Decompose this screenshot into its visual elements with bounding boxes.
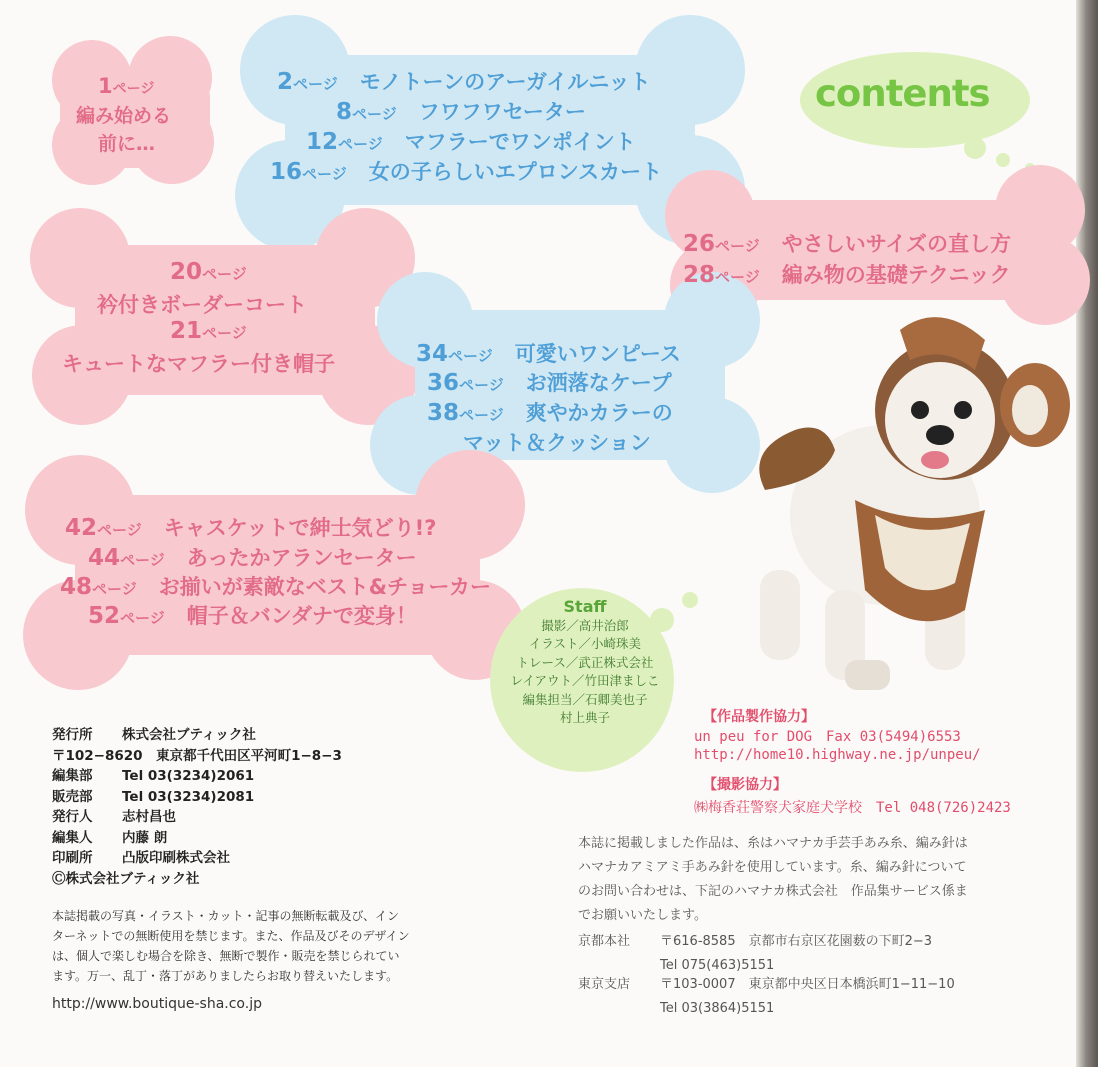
toc-item[interactable]: 8ページ フワフワセーター	[336, 99, 586, 125]
page-number: 42	[65, 515, 98, 541]
publisher-row: 販売部 Tel 03(3234)2081	[52, 788, 255, 805]
staff-line: イラスト／小崎珠美	[528, 636, 642, 651]
toc-item[interactable]: 44ページ あったかアランセーター	[88, 545, 417, 571]
staff-line: レイアウト／竹田津ましこ	[510, 673, 660, 688]
page-number: 44	[88, 545, 121, 571]
toc-item[interactable]: 26ページ やさしいサイズの直し方	[683, 231, 1012, 257]
toc-title: フワフワセーター	[418, 100, 586, 124]
publisher-row: 印刷所 凸版印刷株式会社	[52, 850, 230, 866]
toc-title: 可愛いワンピース	[514, 342, 681, 366]
page-number: 1	[98, 74, 113, 98]
toc-title: 帽子＆バンダナで変身！	[186, 604, 417, 628]
toc-title: 女の子らしいエプロンスカート	[368, 160, 663, 184]
works-collab-line: un peu for DOG Fax 03(5494)6553	[694, 729, 961, 745]
toc-title: 編み物の基礎テクニック	[781, 263, 1011, 287]
toc-intro-line-2: 前に…	[98, 133, 156, 155]
works-collab-url[interactable]: http://home10.highway.ne.jp/unpeu/	[694, 747, 981, 763]
staff-heading: Staff	[563, 597, 607, 616]
page-unit: ページ	[112, 81, 155, 97]
publisher-row: 発行人 志村昌也	[52, 809, 176, 825]
toc-item[interactable]: 48ページ お揃いが素敵なベスト&チョーカー	[60, 574, 491, 600]
toc-intro-line-1: 編み始める	[76, 105, 172, 127]
works-collab-heading: 【作品製作協力】	[703, 709, 815, 725]
toc-title: お洒落なケープ	[525, 371, 672, 395]
publisher-row: 編集人 内藤 朗	[52, 829, 168, 846]
toc-title: キャスケットで紳士気どり!?	[163, 516, 437, 540]
toc-item[interactable]: 2ページ モノトーンのアーガイルニット	[277, 69, 651, 95]
staff-line: 編集担当／石卿美也子	[522, 691, 648, 707]
toc-item-intro[interactable]	[98, 74, 154, 98]
publisher-url[interactable]: http://www.boutique-sha.co.jp	[52, 996, 262, 1012]
office-kyoto	[578, 930, 932, 978]
toc-item[interactable]: 52ページ 帽子＆バンダナで変身！	[88, 603, 417, 629]
page-number: 36	[427, 370, 460, 396]
toc-item[interactable]: 34ページ 可愛いワンピース	[416, 341, 681, 367]
office-name: 京都本社	[578, 934, 631, 949]
publisher-row: 編集部 Tel 03(3234)2061	[52, 768, 255, 784]
page-number: 12	[306, 129, 339, 155]
staff-credits	[500, 598, 670, 728]
page-number: 20	[170, 259, 203, 285]
toc-item[interactable]: 38ページ 爽やかカラーの	[427, 400, 673, 426]
page-number: 38	[427, 400, 460, 426]
page-number: 52	[88, 603, 121, 629]
photo-collab-heading: 【撮影協力】	[703, 777, 787, 793]
toc-title: やさしいサイズの直し方	[781, 232, 1012, 256]
toc-item[interactable]: 36ページ お洒落なケープ	[427, 370, 672, 396]
page-number: 21	[170, 318, 203, 344]
page-number: 28	[683, 262, 716, 288]
materials-note: 本誌に掲載しました作品は、糸はハマナカ手芸手あみ糸、編み針は ハマナカアミアミ手あみ針を使用しています。糸、編み針について のお問い合わせは、下記のハマナカ株式会社 作品集サービス係ま でお願いいたします。	[578, 836, 968, 923]
toc-title: モノトーンのアーガイルニット	[359, 70, 651, 94]
page-number: 26	[683, 231, 716, 257]
copyright-notice: 本誌掲載の写真・イラスト・カット・記事の無断転載及び、イン ターネットでの無断使用を禁じます。また、作品及びそのデザイン は、個人で楽しむ場合を除き、無断で製作・販売を禁じられてい ます。万一、乱丁・落丁がありましたらお取り替えいたします。	[52, 909, 410, 983]
toc-title: マフラーでワンポイント	[404, 130, 636, 154]
office-tokyo	[578, 973, 955, 1021]
page-number: 8	[336, 99, 353, 125]
office-address: 〒103-0007 東京都中央区日本橋浜町1−11−10	[660, 977, 955, 992]
toc-title: 爽やかカラーの	[525, 401, 673, 425]
publisher-row: 発行所 株式会社ブティック社	[52, 727, 256, 743]
toc-item[interactable]: 12ページ マフラーでワンポイント	[306, 129, 636, 155]
office-tel: Tel 075(463)5151	[660, 958, 775, 973]
page-number: 2	[277, 69, 294, 95]
page-number: 34	[416, 341, 449, 367]
dog-photo	[735, 300, 1080, 710]
toc-item[interactable]: 28ページ 編み物の基礎テクニック	[683, 262, 1011, 288]
toc-item[interactable]: 16ページ 女の子らしいエプロンスカート	[270, 159, 663, 185]
toc-title[interactable]: 衿付きボーダーコート	[97, 293, 307, 317]
office-name: 東京支店	[578, 977, 631, 992]
toc-item[interactable]: 42ページ キャスケットで紳士気どり!?	[65, 515, 437, 541]
toc-title: あったかアランセーター	[186, 546, 417, 570]
copyright: Ⓒ株式会社ブティック社	[52, 870, 200, 887]
photo-collab-line: ㈱梅香荘警察犬家庭犬学校 Tel 048(726)2423	[694, 800, 1011, 816]
staff-line: 撮影／高井治郎	[541, 617, 629, 633]
toc-title[interactable]: マット＆クッション	[463, 431, 651, 455]
toc-item[interactable]: 20ページ	[170, 259, 247, 285]
staff-line: 村上典子	[559, 710, 610, 725]
staff-line: トレース／武正株式会社	[516, 654, 654, 670]
office-address: 〒616-8585 京都市右京区花園薮の下町2−3	[660, 934, 933, 949]
page-number: 16	[270, 159, 303, 185]
toc-item[interactable]: 21ページ	[170, 318, 247, 344]
toc-title[interactable]: キュートなマフラー付き帽子	[62, 352, 335, 376]
page-title: contents	[815, 72, 990, 115]
page-number: 48	[60, 574, 93, 600]
office-tel: Tel 03(3864)5151	[660, 1001, 775, 1016]
toc-title: お揃いが素敵なベスト&チョーカー	[158, 575, 491, 599]
publisher-info	[52, 725, 342, 889]
publisher-row: 〒102−8620 東京都千代田区平河町1−8−3	[52, 747, 342, 764]
